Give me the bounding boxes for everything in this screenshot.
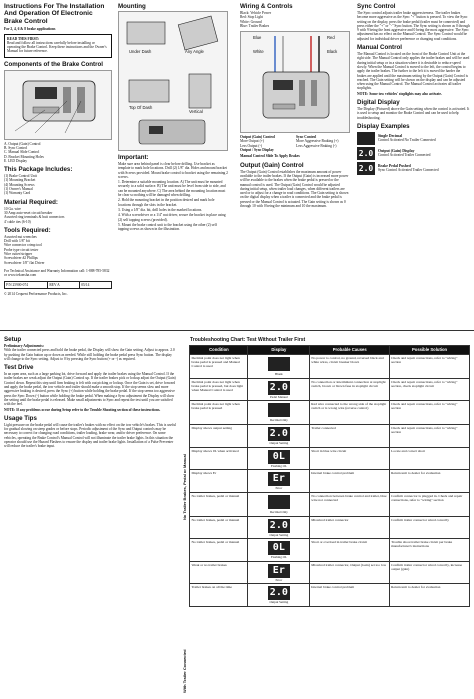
list-item: 5. Mount the brake control unit to the bracket using the other (2) self tapping screws as shown in the illustration. <box>118 222 217 232</box>
cell-condition: Weak or no trailer brakes <box>190 561 248 584</box>
table-row <box>181 355 470 379</box>
display-caption: Error <box>275 486 283 491</box>
display-caption: Flashing OL <box>270 555 287 560</box>
wiring-illustration <box>240 31 350 133</box>
display-caption: Output Setting <box>269 441 289 446</box>
header-spacer <box>181 346 190 355</box>
example-label <box>378 164 439 172</box>
wiring-heading: Wiring & Controls <box>240 3 293 10</box>
list-item: 10 Ga. wire <box>4 206 21 211</box>
cell-display <box>248 470 310 493</box>
cell-cause: No power to control, no ground, reversed black and white wires, circuit breaker blown <box>310 355 390 379</box>
cell-solution: Confirm connector is plugged in. Check and repair connections, refer to "wiring" section <box>390 492 470 516</box>
table-row <box>181 561 470 584</box>
list-item: 2. Hold the mounting bracket in the position desired and mark hole locations through the slots in the bracket. <box>118 198 215 207</box>
row-spacer <box>181 401 190 425</box>
table-header-row <box>181 346 470 355</box>
display-caption: Output Setting <box>269 532 289 537</box>
table-row <box>181 539 470 562</box>
output-gain-text: The Output (Gain) Control establishes the maximum amount of power available to the trailer brakes. If the Output (Gain) is increased more power will be available to the brakes when the brake pedal is pressed or the manual control is used. The Output (Gain) Control would be adjusted during initial setup, when trailer load changes, when different trailers are used or to adjust for a change in road conditions. The Gain setting is shown on the digital display when a trailer is connected and the brake pedal is pressed or the Manual Control is actuated. The Gain setting is shown as 0 through 10 with 0 being the minimum and 10 the maximum. <box>240 169 349 209</box>
list-item: Wire cutter/stripper <box>4 252 33 257</box>
more-output-label: More Output (+) <box>240 139 264 144</box>
cell-solution: Check and repair connections, refer to "wiring" section <box>390 401 470 425</box>
display-examples-heading: Display Examples <box>357 122 410 130</box>
package-heading: This Package Includes: <box>4 166 73 174</box>
manual-control-label: Manual Control Slide To Apply Brakes <box>240 154 300 159</box>
side-label-text: With Trailer Connected <box>182 649 187 693</box>
example-label <box>378 149 430 157</box>
row-spacer <box>181 492 190 516</box>
display-caption: Flashing OL <box>270 463 287 468</box>
display-example <box>357 162 470 175</box>
row-spacer <box>181 378 190 401</box>
tools-list <box>4 235 112 265</box>
display-lcd <box>268 495 290 509</box>
troubleshooting-title: Troubleshooting Chart: Test Without Trailer First <box>190 337 306 343</box>
output-gain-heading: Output (Gain) Control <box>240 161 304 169</box>
cell-display <box>248 355 310 379</box>
revision-date: 05/14 <box>81 282 90 287</box>
cell-condition: No trailer brakes, pedal or manual <box>190 516 248 539</box>
table-row <box>181 470 470 493</box>
material-list <box>4 207 112 224</box>
display-caption: Blank <box>275 372 283 377</box>
usage-tips-text: Light pressure on the brake pedal will cause the trailer's brakes with no effect on the tow vehicle's brakes. This is useful for gradual slowing on steep grades or before stops. Periodic adjustment of the Sync and Output controls may be necessary to correct for changing road conditions, trailer loading, brake wear, and/or driver preference. On some vehicles, operating the Brake Control's Manual Control will not illuminate the trailer brake lights. In this situation the operator should use the Hazard Flashers to ensure the display and trailer brake lights. Installation of a Pulse Preventer will reduce the trailer's brake input. <box>4 422 177 449</box>
output-control-label: Output (Gain) Control <box>240 135 275 140</box>
list-item: Black: Vehicle Power <box>240 11 272 15</box>
more-aggressive-label: More Aggressive Braking (+) <box>296 139 339 144</box>
display-caption: Pedal Manual <box>270 394 288 399</box>
example-desc: Sync Control Activated Trailer Connected <box>378 168 439 173</box>
display-lcd: 2.0 <box>269 587 288 599</box>
doc-title: Instructions For The Installation And Operation Of Electronic Brake Control <box>4 3 105 25</box>
list-item: Screwdriver 1/8" flat Driver <box>4 260 45 265</box>
display-lcd: 2.0 <box>269 381 288 393</box>
header-causes: Probable Causes <box>310 346 390 355</box>
read-first-text: Read and follow all instructions carefully before installing or operating the Brake Control. Keep these instructions and the Owner's Manual for future reference. <box>7 40 107 54</box>
cell-condition: Display shows output setting <box>190 425 248 448</box>
display-lcd <box>268 357 290 371</box>
list-item: 4' cable ties (6-10) <box>4 219 31 224</box>
assistance-text: For Technical Assistance and Warranty Information call: 1-888-785-5832 or www.tekonsha.com <box>4 268 110 278</box>
cell-condition: No trailer brakes, pedal or manual <box>190 492 248 516</box>
list-item: B. Sync Control <box>4 146 28 150</box>
list-item: 3. Using a 1/8" dia. bit, drill holes in the marked locations. <box>118 207 203 212</box>
components-list <box>4 142 112 163</box>
display-lcd: Er <box>268 564 290 578</box>
part-number: P/N 25900-074 <box>5 282 48 288</box>
header-condition: Condition <box>190 346 248 355</box>
copyright: © 2014 Cequent Performance Products, Inc. <box>4 291 68 296</box>
cell-solution: Check and repair connections, refer to "wiring" section <box>390 425 470 448</box>
manual-note: NOTE: Some tow vehicles' stoplights may also activate. <box>357 91 442 96</box>
list-item: Assorted ring terminals & butt connectors <box>4 215 65 220</box>
example-lcd: 2.0 <box>358 148 374 158</box>
list-item: (1) Owner's Manual <box>4 187 33 192</box>
cell-solution: Check and repair connections, refer to "wiring" section, check stoplight circuit <box>390 378 470 401</box>
cell-display <box>248 447 310 470</box>
display-example <box>357 147 470 160</box>
display-caption: Error <box>275 577 283 582</box>
example-lcd <box>357 132 375 145</box>
side-label-text: No Trailer Brakes, Pedal or Manual <box>182 454 187 520</box>
test-drive-text: In an open area, such as a large parking lot, drive forward and apply the trailer brakes using the Manual Control. If the trailer brakes are weak adjust the Output (Gain) Control up. If the trailer brakes pick or lockup adjust the Output (Gain) Control down. Repeat this step until firm braking is felt with out picking or lockup. Once the Gain is set, drive forward and apply the brake pedal, the tow vehicle and trailer should make a smooth stop. If the stop seems slow and more aggressive braking is desired, press the Sync (+) button while holding the brake pedal. If the stop seems too aggressive press the Sync Down (-) button while holding the brake pedal. When making a Sync adjustment the Display will show the setting until the brake pedal is released. Make small adjustments to Sync and repeat the test until you are satisfied with the feel. <box>4 372 176 407</box>
brake-control-drawing <box>5 71 111 139</box>
row-spacer <box>181 355 190 379</box>
cell-condition: Display shows 0L when activated <box>190 447 248 470</box>
table-row <box>181 584 470 607</box>
less-aggressive-label: Less Aggressive Braking (-) <box>296 143 337 148</box>
display-caption: Decimal Only <box>269 509 288 514</box>
cell-solution: Return unit to dealer for evaluation <box>390 470 470 493</box>
cell-cause: No connection between brake control and trailer, blue wire not connected <box>310 492 390 516</box>
wire-tag-red: Red <box>327 35 335 41</box>
left-control-labels <box>240 135 294 152</box>
column-mounting <box>118 0 228 232</box>
list-item: Assorted nut wrenches <box>4 234 37 239</box>
list-item: Blue: Trailer Brakes <box>240 23 270 28</box>
cell-display <box>248 401 310 425</box>
example-desc: Control Activated Trailer Connected <box>378 153 431 158</box>
list-item: (1) Mounting Bracket <box>4 178 36 183</box>
cell-cause: Internal brake control problem <box>310 470 390 493</box>
page-divider <box>0 330 474 331</box>
list-item: Screwdriver #2 Phillips <box>4 256 38 261</box>
list-item: (4) Mounting Screws <box>4 182 35 187</box>
caption-top-of-dash: Top Of Dash <box>129 105 153 110</box>
column-intro <box>4 0 112 297</box>
cell-display <box>248 378 310 401</box>
row-spacer <box>181 561 190 584</box>
sync-text: The Sync control adjusts trailer brake aggressiveness. The trailer brakes become more aggressive as the Sync "+" button is pressed. To view the Sync setting on the display, press the brake pedal (trailer must be connected) and press either the "+" or "-" Sync button. The Sync setting is shown as 0 through 9 with 9 being the least aggressive and 0 being the most aggressive. The Sync adjustment has no effect on the Manual Control. The Sync Control would be adjusted for individual driver preference or changing road conditions. <box>357 11 470 41</box>
table-row <box>181 447 470 470</box>
display-lcd: 0L <box>268 450 290 464</box>
troubleshooting-table <box>181 345 470 607</box>
list-item: A. Output (Gain) Control <box>4 141 41 146</box>
display-caption: Output Setting <box>269 600 289 605</box>
setup-heading: Setup <box>4 336 22 343</box>
wiring-drawing <box>241 32 351 132</box>
important-text: Make sure area behind panel is clear before drilling. Use bracket as template to mark hole locations. Drill (2) 1/8" dia. Holes and mount bracket with Screws provided. Mount brake control to bracket using the remaining 2 screws. <box>118 162 228 179</box>
display-lcd: 2.0 <box>269 519 288 531</box>
list-item: D. Bracket Mounting Holes <box>4 154 44 159</box>
cell-cause: No connection or intermittent connection at stoplight switch, brown or blown fuse in stoplight circuit <box>310 378 390 401</box>
cell-solution: Return unit to dealer for evaluation <box>390 584 470 607</box>
list-item: Probe type circuit tester <box>4 247 39 252</box>
digital-display-text: The Display (Pictured) above the Gain setting when the control is activated. It is used to setup and monitor the Brake Control and can be used to help troubleshooting. <box>357 107 470 120</box>
list-item: 1. Determine a suitable mounting location. A) The unit must be mounted securely to a solid surface. B) The unit must be level from side to side, and can be mounted anywhere. C) The area behind the mounting location must be clear so nothing will be damaged when drilling. <box>118 180 226 198</box>
list-item: Drill with 1/8" bit <box>4 239 30 244</box>
cell-condition: Decimal point does not light when brake pedal is pressed <box>190 401 248 425</box>
output-sync-display-label: Output / Sync Display <box>240 148 274 153</box>
row-spacer <box>181 584 190 607</box>
doc-subtitle: For 2, 4, 6 & 8 brake applications <box>4 27 56 32</box>
cell-solution: Confirm trailer connector wired correctly, increase output (gain) <box>390 561 470 584</box>
table-row <box>181 401 470 425</box>
example-desc: Control Activated No Trailer Connected <box>378 138 436 143</box>
usage-tips-heading: Usage Tips <box>4 414 37 422</box>
cell-cause: Short in blue wire circuit <box>310 447 390 470</box>
material-heading: Material Required: <box>4 198 58 206</box>
list-item: 4. With a screwdriver or a 1/4" nut driver, secure the bracket in place using (2) self tapping screws (provided). <box>118 213 226 222</box>
row-spacer <box>181 516 190 539</box>
components-heading: Components of the Brake Control <box>4 60 104 68</box>
display-lcd: 0L <box>268 541 290 555</box>
display-lcd <box>268 403 290 417</box>
sync-control-label: Sync Control <box>296 135 317 140</box>
wire-tag-black: Black <box>327 49 338 55</box>
cell-cause: Internal brake control problem <box>310 584 390 607</box>
mounting-drawing <box>119 12 229 150</box>
cell-condition: Trailer brakes on all the time <box>190 584 248 607</box>
cell-display <box>248 584 310 607</box>
cell-display <box>248 425 310 448</box>
cell-solution: Confirm trailer connector wired correctly <box>390 516 470 539</box>
display-lcd: Er <box>268 472 290 486</box>
list-item: (1) Brake Control Unit <box>4 174 37 179</box>
mounting-heading: Mounting <box>118 3 146 10</box>
list-item: E. LED Display <box>4 158 28 163</box>
revision: REV A <box>48 282 80 288</box>
list-item: Wire connector crimp tool <box>4 243 42 248</box>
example-lcd: 2.0 <box>358 163 374 173</box>
caption-any-angle: Any Angle <box>185 49 204 54</box>
table-row <box>181 492 470 516</box>
setup-note: NOTE: If any problems occur during Setup refer to the Trouble Shooting section of these instructions. <box>4 407 161 412</box>
cell-solution: Locate and correct short <box>390 447 470 470</box>
cell-display <box>248 492 310 516</box>
list-item: 30 Amp auto-reset circuit breaker <box>4 210 53 215</box>
caption-vertical: Vertical <box>189 109 203 114</box>
row-spacer <box>181 470 190 493</box>
test-drive-heading: Test Drive <box>4 364 34 372</box>
wire-legend <box>240 11 350 28</box>
display-lcd: 2.0 <box>269 428 288 440</box>
less-output-label: Less Output (-) <box>240 143 262 148</box>
cell-cause: Miswired trailer connector <box>310 516 390 539</box>
right-control-labels <box>296 135 350 152</box>
caption-under-dash: Under Dash <box>129 49 152 54</box>
example-name: Output (Gain) Display <box>378 149 415 154</box>
cell-condition: Decimal point does not light when brake pedal is pressed and Manual Control is used <box>190 355 248 379</box>
digital-display-heading: Digital Display <box>357 99 400 107</box>
read-first-heading: READ THIS FIRST: <box>7 36 40 41</box>
example-name: Brake Pedal Pushed <box>378 164 411 169</box>
header-display: Display <box>248 346 310 355</box>
sync-heading: Sync Control <box>357 3 396 10</box>
example-label <box>378 134 436 142</box>
cell-solution: Trouble shoot trailer brake circuit per brake manufacturer's instructions <box>390 539 470 562</box>
control-labels <box>240 135 350 152</box>
cell-cause: Miswired trailer connector, Output (Gain) set too low <box>310 561 390 584</box>
cell-condition: Display shows Er <box>190 470 248 493</box>
header-solution: Possible Solution <box>390 346 470 355</box>
cell-condition: No trailer brakes, pedal or manual <box>190 539 248 562</box>
cell-condition: Decimal point does not light when brake pedal is pressed, but does light when Manual Control is used <box>190 378 248 401</box>
column-setup <box>4 333 176 450</box>
tools-heading: Tools Required: <box>4 226 51 234</box>
cell-display <box>248 561 310 584</box>
cell-display <box>248 539 310 562</box>
setup-text: With the trailer connected press and hold the brake pedal, the Display will show the Gain setting. Adjust to approx. 2.0 by pushing the Gain button up or down as needed. While still holding the brake pedal press Sync button. The display will change to the Sync setting. Adjust to 0 by pressing the Sync button (+ or -) as required. <box>4 348 175 361</box>
wire-tag-blue: Blue <box>253 35 262 41</box>
cell-cause: Short or overload in trailer brake circuit <box>310 539 390 562</box>
part-number-box <box>4 281 112 289</box>
display-caption: Decimal Only <box>269 418 288 423</box>
read-first-box <box>4 34 112 58</box>
list-item: C. Manual Slide Control <box>4 150 40 155</box>
cell-display <box>248 516 310 539</box>
brake-control-illustration <box>4 70 112 140</box>
cell-cause: Trailer connected <box>310 425 390 448</box>
display-example <box>357 132 470 145</box>
table-row <box>181 425 470 448</box>
column-controls <box>357 0 470 177</box>
list-item: Red: Stop Light <box>240 15 263 20</box>
list-item: White: Ground <box>240 19 262 24</box>
row-spacer <box>181 447 190 470</box>
manual-heading: Manual Control <box>357 44 403 52</box>
row-spacer <box>181 425 190 448</box>
table-row <box>181 516 470 539</box>
cell-solution: Check and repair connections, refer to "wiring" section <box>390 355 470 379</box>
example-name: Single Decimal <box>378 134 403 139</box>
column-wiring <box>240 0 350 209</box>
row-spacer <box>181 539 190 562</box>
mounting-steps <box>118 180 228 231</box>
package-list <box>4 174 112 195</box>
table-row <box>181 378 470 401</box>
cell-cause: Red wire connected to the wrong side of the stoplight switch or is wrong wire (reverse control) <box>310 401 390 425</box>
important-heading: Important: <box>118 154 149 161</box>
manual-text: The Manual Control is located on the front of the Brake Control Unit at the right side. The Manual Control only applies the trailer brakes and will be used during initial setup or in a situation where it is desirable to reduce speed slowly. When the Manual Control is moved to the left, the control begins to apply the trailer brakes. The further to the left it is moved the harder the brakes are applied until the maximum setting by the Output (Gain) Control is reached. The Gain setting will be shown on the display and can be adjusted when using the Manual Control. The Manual Control activates all trailer stoplights. <box>357 52 470 91</box>
wire-tag-white: White <box>253 49 264 55</box>
list-item: (1) Warranty Card <box>4 191 31 196</box>
setup-subheading: Preliminary Adjustments: <box>4 344 44 348</box>
mounting-illustration <box>118 11 228 151</box>
